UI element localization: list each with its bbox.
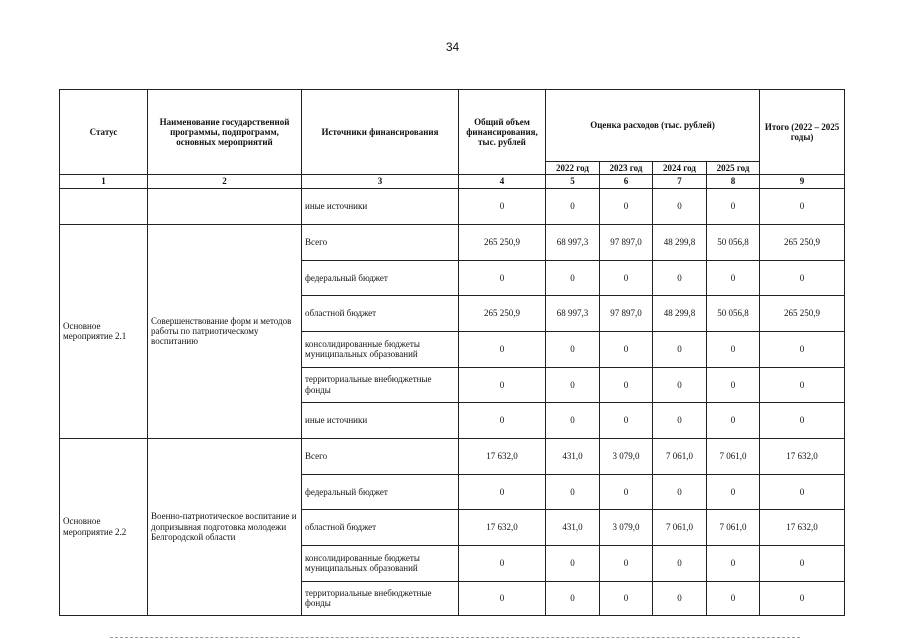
value-cell: 0 [707, 260, 760, 295]
column-number: 5 [546, 175, 600, 188]
value-cell: 0 [600, 545, 653, 581]
value-cell: 0 [459, 188, 546, 224]
column-number: 4 [459, 175, 546, 188]
source-cell: Всего [302, 224, 459, 260]
value-cell: 0 [459, 260, 546, 295]
value-cell: 0 [707, 188, 760, 224]
column-number: 2 [148, 175, 302, 188]
value-cell: 0 [653, 474, 707, 509]
page-number: 34 [445, 40, 460, 54]
program-name-cell [148, 188, 302, 224]
source-cell: иные источники [302, 402, 459, 438]
header-estimate: Оценка расходов (тыс. рублей) [546, 90, 760, 162]
value-cell: 97 897,0 [600, 224, 653, 260]
value-cell: 0 [653, 581, 707, 615]
value-cell: 0 [707, 581, 760, 615]
value-cell: 0 [546, 260, 600, 295]
table-row [60, 188, 845, 224]
source-cell: Всего [302, 438, 459, 474]
value-cell: 431,0 [546, 509, 600, 545]
value-cell: 17 632,0 [459, 509, 546, 545]
value-cell: 0 [600, 367, 653, 402]
column-number: 8 [707, 175, 760, 188]
value-cell: 0 [459, 402, 546, 438]
value-cell: 265 250,9 [760, 224, 845, 260]
source-cell: федеральный бюджет [302, 260, 459, 295]
value-cell: 17 632,0 [760, 509, 845, 545]
status-cell: Основное мероприятие 2.1 [60, 224, 148, 438]
value-cell: 7 061,0 [707, 509, 760, 545]
value-cell: 0 [600, 474, 653, 509]
value-cell: 0 [459, 367, 546, 402]
value-cell: 265 250,9 [459, 295, 546, 331]
status-cell [60, 188, 148, 224]
status-cell: Основное мероприятие 2.2 [60, 438, 148, 615]
value-cell: 0 [600, 402, 653, 438]
source-cell: областной бюджет [302, 295, 459, 331]
value-cell: 3 079,0 [600, 509, 653, 545]
value-cell: 0 [760, 188, 845, 224]
value-cell: 48 299,8 [653, 224, 707, 260]
value-cell: 0 [459, 545, 546, 581]
value-cell: 0 [546, 545, 600, 581]
value-cell: 0 [707, 402, 760, 438]
value-cell: 0 [546, 581, 600, 615]
value-cell: 0 [600, 331, 653, 367]
column-number: 1 [60, 175, 148, 188]
value-cell: 0 [459, 474, 546, 509]
source-cell: консолидированные бюджеты муниципальных образований [302, 545, 459, 581]
program-name-cell: Совершенствование форм и методов работы по патриотическому воспитанию [148, 224, 302, 438]
value-cell: 0 [459, 331, 546, 367]
value-cell: 265 250,9 [459, 224, 546, 260]
value-cell: 48 299,8 [653, 295, 707, 331]
value-cell: 0 [760, 581, 845, 615]
header-year-2025: 2025 год [707, 162, 760, 175]
source-cell: территориальные внебюджетные фонды [302, 367, 459, 402]
value-cell: 0 [546, 402, 600, 438]
value-cell: 0 [546, 188, 600, 224]
header-year-2023: 2023 год [600, 162, 653, 175]
source-cell: федеральный бюджет [302, 474, 459, 509]
column-number-row [60, 175, 845, 188]
header-year-2022: 2022 год [546, 162, 600, 175]
value-cell: 0 [760, 402, 845, 438]
header-funding-sources: Источники финансирования [302, 90, 459, 175]
value-cell: 0 [653, 402, 707, 438]
header-program-name: Наименование государственной программы, подпрограмм, основных мероприятий [148, 90, 302, 175]
value-cell: 431,0 [546, 438, 600, 474]
header-row [60, 90, 845, 162]
value-cell: 0 [707, 474, 760, 509]
value-cell: 0 [760, 474, 845, 509]
value-cell: 0 [546, 367, 600, 402]
value-cell: 68 997,3 [546, 295, 600, 331]
value-cell: 0 [760, 367, 845, 402]
value-cell: 0 [760, 545, 845, 581]
value-cell: 7 061,0 [653, 438, 707, 474]
program-name-cell: Военно-патриотическое воспитание и допризывная подготовка молодежи Белгородской области [148, 438, 302, 615]
header-total-period: Итого (2022 – 2025 годы) [760, 90, 845, 175]
value-cell: 0 [653, 545, 707, 581]
table-row [60, 224, 845, 260]
value-cell: 7 061,0 [653, 509, 707, 545]
value-cell: 17 632,0 [459, 438, 546, 474]
column-number: 3 [302, 175, 459, 188]
value-cell: 265 250,9 [760, 295, 845, 331]
value-cell: 0 [707, 545, 760, 581]
budget-table [59, 89, 845, 616]
value-cell: 50 056,8 [707, 224, 760, 260]
source-cell: иные источники [302, 188, 459, 224]
value-cell: 0 [653, 331, 707, 367]
column-number: 9 [760, 175, 845, 188]
page-bottom-rule [110, 637, 800, 638]
value-cell: 0 [546, 474, 600, 509]
value-cell: 0 [600, 260, 653, 295]
header-status: Статус [60, 90, 148, 175]
value-cell: 0 [653, 260, 707, 295]
value-cell: 7 061,0 [707, 438, 760, 474]
column-number: 6 [600, 175, 653, 188]
source-cell: консолидированные бюджеты муниципальных образований [302, 331, 459, 367]
column-number: 7 [653, 175, 707, 188]
value-cell: 0 [459, 581, 546, 615]
header-total-volume: Общий объем финансирования, тыс. рублей [459, 90, 546, 175]
value-cell: 0 [546, 331, 600, 367]
source-cell: областной бюджет [302, 509, 459, 545]
value-cell: 68 997,3 [546, 224, 600, 260]
value-cell: 0 [653, 367, 707, 402]
header-year-2024: 2024 год [653, 162, 707, 175]
source-cell: территориальные внебюджетные фонды [302, 581, 459, 615]
value-cell: 0 [707, 331, 760, 367]
value-cell: 0 [600, 188, 653, 224]
value-cell: 17 632,0 [760, 438, 845, 474]
value-cell: 3 079,0 [600, 438, 653, 474]
table-row [60, 438, 845, 474]
value-cell: 97 897,0 [600, 295, 653, 331]
value-cell: 0 [760, 331, 845, 367]
value-cell: 0 [600, 581, 653, 615]
value-cell: 50 056,8 [707, 295, 760, 331]
value-cell: 0 [707, 367, 760, 402]
value-cell: 0 [653, 188, 707, 224]
value-cell: 0 [760, 260, 845, 295]
